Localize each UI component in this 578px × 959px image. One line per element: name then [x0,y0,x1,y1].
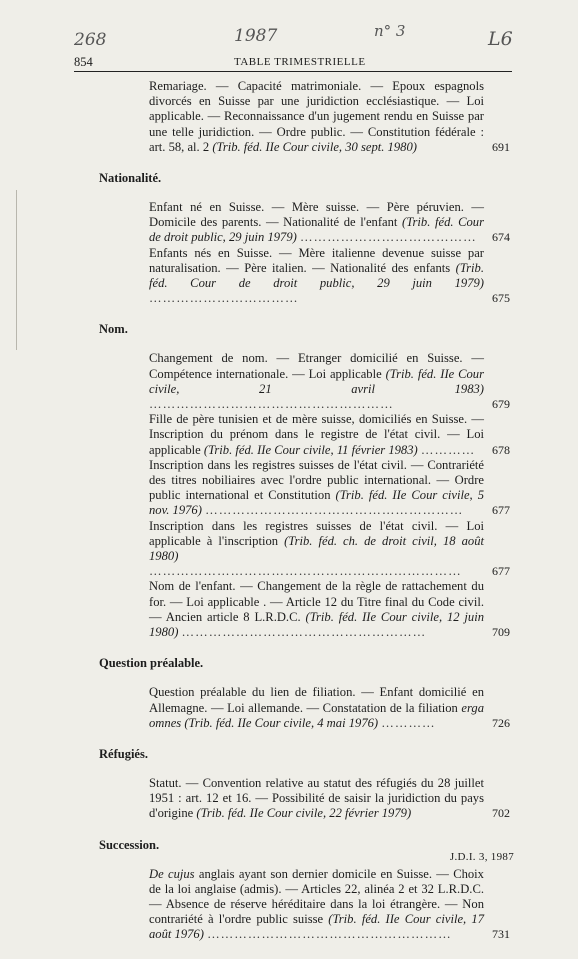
leader-dots: …………………………… [149,291,299,306]
index-entry [140,775,510,822]
entry-page-number: 691 [492,139,510,154]
entry-citation: (Trib. féd. IIe Cour civile, 30 sept. 1980) [212,139,417,154]
leader-dots: ……………………………………………… [149,397,394,412]
leader-dots: ………………………………………………… [205,503,464,518]
leader-dots: ………… [420,442,476,457]
entry-text: Enfants nés en Suisse. — Mère italienne devenue suisse par naturalisation. — Père italien. — Nationalité des enfants [149,245,484,275]
entry-citation: (Trib. féd. IIe Cour civile, 5 nov. 1976) [149,488,484,518]
entry-citation: (Trib. féd. IIe Cour civile, 21 avril 1983) [149,366,485,396]
entry-citation: (Trib. féd. Cour de droit public, 29 juin 1979) [149,260,484,291]
entry-text: Enfant né en Suisse. — Mère suisse. — Père péruvien. — Domicile des parents. — Nationalité de l'enfant [149,200,484,230]
entry-text: Question préalable du lien de filiation. — Enfant domicilié en Allemagne. — Loi allemande. — Constatation de la filiation [149,685,484,715]
margin-mark [16,190,17,350]
index-entry [140,518,510,580]
entry-page-number: 675 [492,291,510,306]
section-title: Nom. [99,322,128,337]
entry-page-number: 674 [492,230,510,245]
entry-citation: (Trib. féd. IIe Cour civile, 22 février 1979) [196,806,412,821]
entry-citation: erga omnes (Trib. féd. IIe Cour civile, 4 mai 1976) [149,700,484,730]
index-section [74,838,514,943]
entry-text: Nom de l'enfant. — Changement de la règle de rattachement du for. — Loi applicable . — Article 12 du Titre final du Code civil. — Ancien article 8 L.R.D.C. [149,579,484,624]
entry-page-number: 677 [492,503,510,518]
index-section [74,79,514,155]
entry-text: Inscription dans les registres suisses de l'état civil. — Contrariété des titres nobiliaires avec l'ordre public international. — Ordre public international et Constitution [149,457,484,503]
leader-dots: ………… [381,715,436,730]
entry-page-number: 679 [492,397,510,412]
index-entry [140,351,510,412]
entry-citation: (Trib. féd. ch. de droit civil, 18 août 1980) [149,533,484,564]
section-title: Question préalable. [99,656,204,671]
index-section [74,747,514,822]
section-title: Succession. [99,837,160,852]
handwritten-note: 1987 [234,26,278,46]
entry-lead-italic: De cujus [149,866,195,881]
running-title: TABLE TRIMESTRIELLE [234,56,366,68]
entry-page-number: 731 [492,927,510,942]
leader-dots: ………………………………… [300,230,477,245]
page-number: 854 [74,55,93,69]
entry-page-number: 678 [492,442,510,457]
journal-reference: J.D.I. 3, 1987 [449,851,514,863]
index-entry [140,685,510,731]
handwritten-note: 268 [74,30,107,50]
index-entry [140,457,510,519]
entry-citation: (Trib. féd. IIe Cour civile, 17 août 1976) [149,912,484,942]
index-entry [140,866,510,943]
index-section [74,171,514,306]
index-entry [140,79,510,155]
entry-text: Inscription dans les registres suisses de l'état civil. — Loi applicable à l'inscription [149,518,484,548]
entry-text: Fille de père tunisien et de mère suisse, domiciliés en Suisse. — Inscription du prénom dans le registre de l'état civil. — Loi applicable [149,412,484,457]
entry-text: Changement de nom. — Etranger domicilié en Suisse. — Compétence internationale. — Loi applicable [149,351,484,381]
index-entry [140,245,510,307]
handwritten-note: L6 [488,28,513,50]
index-entry [140,200,510,246]
entry-page-number: 709 [492,625,510,640]
leader-dots: ……………………………………………… [181,625,427,640]
index-content [74,79,514,959]
entry-page-number: 677 [492,564,510,579]
section-title: Nationalité. [99,171,162,186]
leader-dots: ……………………………………………… [207,927,452,942]
entry-page-number: 702 [492,806,510,821]
entry-text: anglais ayant son dernier domicile en Suisse. — Choix de la loi anglaise (admis). — Articles 22, alinéa 2 et 32 L.R.D.C. — Absence de réserve héréditaire dans la loi étrangère. — Non contrariété à l'ordre public suisse [149,866,484,927]
entry-citation: (Trib. féd. Cour de droit public, 29 juin 1979) [149,215,485,245]
index-entry [140,412,510,458]
entry-text: Remariage. — Capacité matrimoniale. — Epoux espagnols divorcés en Suisse par une juridiction ecclésiastique. — Loi applicable. — Reconnaissance d'un jugement rendu en Suisse par une telle juridiction. — Ordre public. — Constitution fédérale : art. 58, al. 2 [149,79,484,154]
entry-text: Statut. — Convention relative au statut des réfugiés du 28 juillet 1951 : art. 12 et 16. — Possibilité de saisir la juridiction du pays d'origine [149,775,484,821]
leader-dots: …………………………………………………………… [149,564,462,579]
entry-citation: (Trib. féd. IIe Cour civile, 12 juin 1980) [149,609,484,640]
index-section [74,322,514,640]
index-section [74,656,514,731]
index-entry [140,579,510,640]
running-header [74,55,512,72]
section-title: Réfugiés. [99,746,148,761]
entry-page-number: 726 [492,715,510,730]
handwritten-note: n° 3 [374,22,406,40]
entry-citation: (Trib. féd. IIe Cour civile, 11 février 1983) [203,442,418,457]
